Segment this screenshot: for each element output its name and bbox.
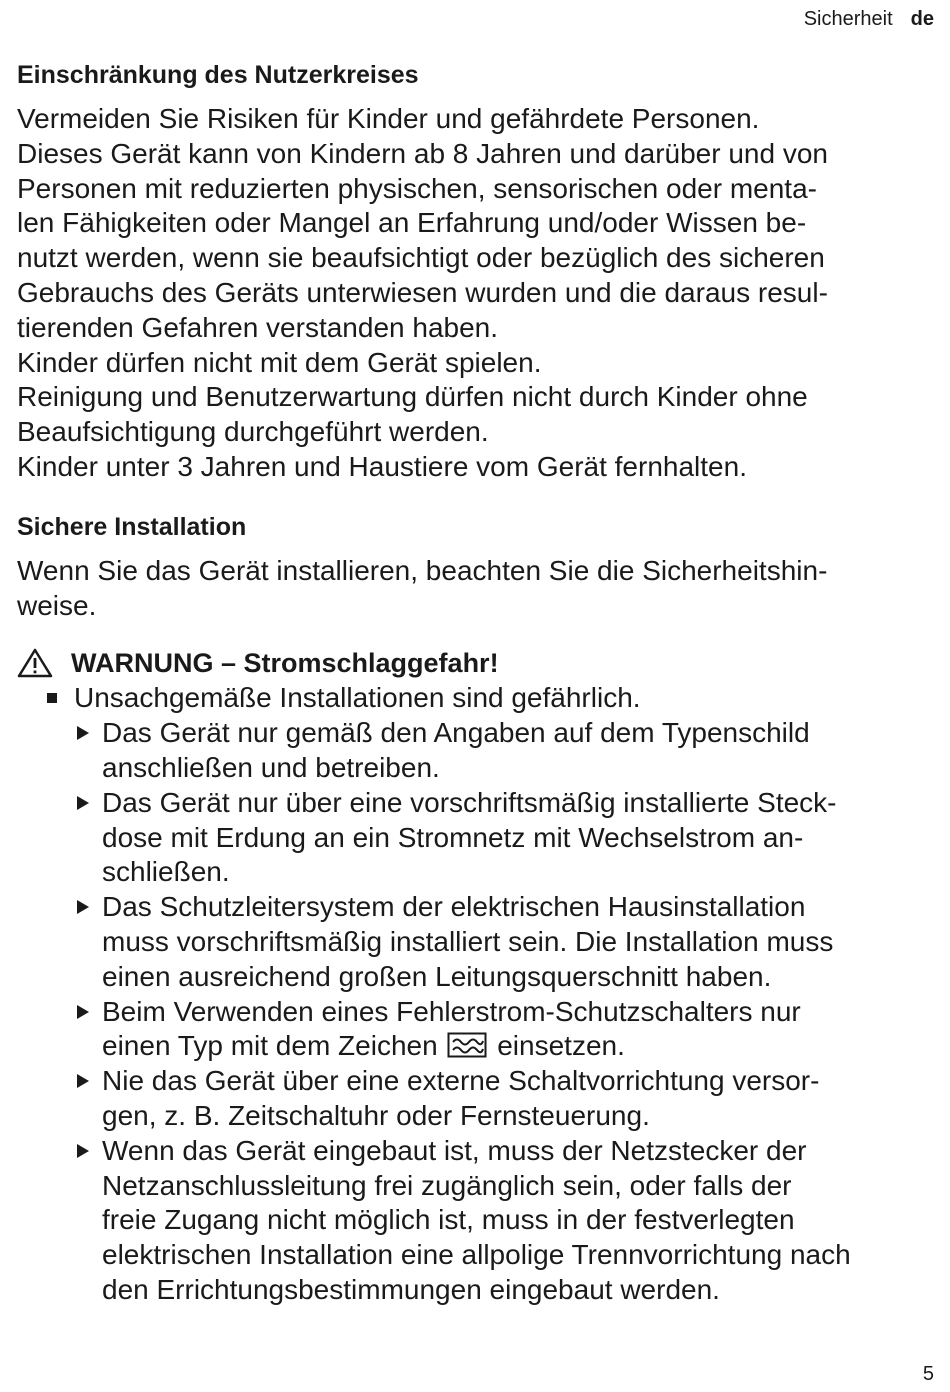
section-body-user-restriction [17, 102, 937, 485]
text-line: Das Schutzleitersystem der elektrischen Hausinstallation [102, 891, 806, 923]
instruction-step [17, 716, 937, 786]
text-line: Das Gerät nur gemäß den Angaben auf dem Typenschild [102, 717, 810, 749]
text-line: Vermeiden Sie Risiken für Kinder und gefährdete Personen. [17, 103, 760, 134]
text-line: Beim Verwenden eines Fehlerstrom-Schutzschalters nur [102, 995, 801, 1027]
text-line: elektrischen Installation eine allpolige Trennvorrichtung nach [102, 1239, 851, 1271]
text-line: muss vorschriftsmäßig installiert sein. Die Installation muss [102, 925, 834, 957]
text-line: dose mit Erdung an ein Stromnetz mit Wechselstrom an- [102, 821, 804, 853]
arrow-right-icon [77, 1074, 89, 1088]
text-line: len Fähigkeiten oder Mangel an Erfahrung und/oder Wissen be- [17, 207, 807, 239]
page-header [804, 8, 934, 31]
rcd-symbol-icon [447, 1032, 487, 1058]
warning-title: WARNUNG – Stromschlaggefahr! [71, 648, 499, 679]
header-language: de [910, 8, 934, 30]
text-line: weise. [17, 589, 97, 621]
text-line: Beaufsichtigung durchgeführt werden. [17, 416, 489, 448]
instruction-step [17, 1134, 937, 1308]
text-line: gen, z. B. Zeitschaltuhr oder Fernsteuerung. [102, 1099, 650, 1131]
text-line: Wenn das Gerät eingebaut ist, muss der Netzstecker der [102, 1134, 807, 1166]
text-line: Gebrauchs des Geräts unterwiesen wurden und die daraus resul- [17, 276, 828, 308]
text-fragment: einen Typ mit dem Zeichen [102, 1030, 438, 1062]
warning-bullet [17, 681, 937, 716]
text-line: den Errichtungsbestimmungen eingebaut werden. [102, 1273, 720, 1305]
text-line: Das Gerät nur über eine vorschriftsmäßig installierte Steck- [102, 786, 837, 818]
text-line: Dieses Gerät kann von Kindern ab 8 Jahren und darüber und von [17, 137, 828, 169]
section-body-safe-installation [17, 554, 937, 624]
text-line: einen ausreichend großen Leitungsquerschnitt haben. [102, 960, 772, 992]
text-line: freie Zugang nicht möglich ist, muss in der festverlegten [102, 1204, 795, 1236]
text-line: tierenden Gefahren verstanden haben. [17, 311, 499, 343]
warning-heading [17, 645, 937, 681]
text-line: anschließen und betreiben. [102, 751, 440, 783]
text-line: Nie das Gerät über eine externe Schaltvorrichtung versor- [102, 1065, 820, 1097]
arrow-right-icon [77, 796, 89, 810]
text-line: Wenn Sie das Gerät installieren, beachten Sie die Sicherheitshin- [17, 554, 828, 586]
instruction-step [17, 995, 937, 1065]
arrow-right-icon [77, 1144, 89, 1158]
arrow-right-icon [77, 1005, 89, 1019]
instruction-step [17, 1064, 937, 1134]
text-line: Reinigung und Benutzerwartung dürfen nicht durch Kinder ohne [17, 381, 808, 413]
text-line: Kinder dürfen nicht mit dem Gerät spielen. [17, 346, 542, 378]
text-fragment: einsetzen. [497, 1030, 625, 1062]
section-title-safe-installation: Sichere Installation [17, 512, 247, 541]
page-content [17, 57, 937, 1308]
text-line: Netzanschlussleitung frei zugänglich sein, oder falls der [102, 1169, 792, 1201]
warning-triangle-icon [17, 648, 53, 678]
arrow-right-icon [77, 900, 89, 914]
page-number: 5 [922, 1363, 934, 1385]
text-line-with-symbol [102, 1029, 937, 1064]
text-line: Personen mit reduzierten physischen, sensorischen oder menta- [17, 172, 817, 204]
arrow-right-icon [77, 726, 89, 740]
instruction-step [17, 786, 937, 890]
instruction-step [17, 890, 937, 994]
text-line: schließen. [102, 856, 230, 888]
header-section: Sicherheit [803, 8, 893, 30]
section-title-user-restriction: Einschränkung des Nutzerkreises [17, 61, 419, 89]
text-line: nutzt werden, wenn sie beaufsichtigt oder bezüglich des sicheren [17, 242, 825, 274]
text-line: Kinder unter 3 Jahren und Haustiere vom Gerät fernhalten. [17, 450, 747, 482]
bullet-text: Unsachgemäße Installationen sind gefährlich. [74, 682, 641, 714]
bullet-square-icon [47, 693, 57, 703]
